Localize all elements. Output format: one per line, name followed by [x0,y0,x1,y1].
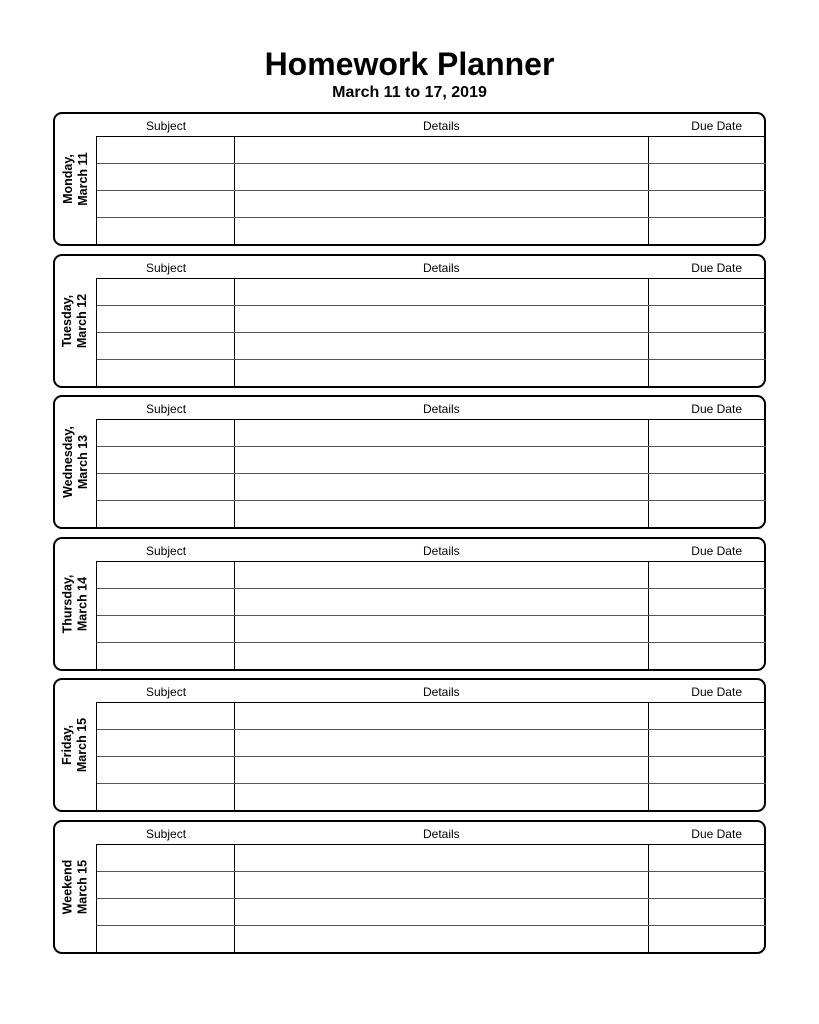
due-date-cell[interactable] [649,926,765,953]
details-cell[interactable] [235,643,649,670]
homework-row [97,589,766,616]
homework-row [97,757,766,784]
homework-row [97,501,766,528]
due-date-cell[interactable] [649,474,765,500]
column-header-subject: Subject [146,685,187,699]
due-date-cell[interactable] [649,589,765,615]
day-label-line2: March 13 [75,434,90,490]
details-cell[interactable] [235,589,649,615]
details-cell[interactable] [235,926,649,953]
due-date-cell[interactable] [649,164,765,190]
subject-cell[interactable] [97,474,235,500]
day-label-line1: Tuesday, [60,294,75,347]
column-header-subject: Subject [146,119,187,133]
subject-cell[interactable] [97,730,235,756]
details-cell[interactable] [235,899,649,925]
due-date-cell[interactable] [649,730,765,756]
details-cell[interactable] [235,616,649,642]
homework-row [97,333,766,360]
day-label [55,822,96,952]
subject-cell[interactable] [97,306,235,332]
due-date-cell[interactable] [649,360,765,387]
day-blocks [53,112,766,961]
day-label-line1: Monday, [60,154,75,204]
homework-row [97,730,766,757]
column-header-row [96,539,764,561]
column-header-row [96,114,764,136]
subject-cell[interactable] [97,643,235,670]
due-date-cell[interactable] [649,191,765,217]
day-label-line1: Weekend [60,859,75,914]
homework-row [97,872,766,899]
details-cell[interactable] [235,306,649,332]
homework-row [97,420,766,447]
homework-row [97,784,766,811]
column-header-due-date: Due Date [691,826,742,841]
details-cell[interactable] [235,164,649,190]
details-cell[interactable] [235,447,649,473]
details-cell[interactable] [235,420,649,446]
due-date-cell[interactable] [649,616,765,642]
column-header-details: Details [423,119,460,133]
subject-cell[interactable] [97,447,235,473]
page-title: Homework Planner [264,46,555,82]
column-header-details: Details [423,260,460,275]
day-label-line1: Wednesday, [60,426,75,498]
column-header-due-date: Due Date [691,685,742,699]
day-label [55,397,96,527]
day-label-line1: Friday, [60,724,75,766]
homework-row [97,360,766,387]
details-cell[interactable] [235,730,649,756]
column-header-subject: Subject [146,260,187,275]
day-label [55,680,96,810]
due-date-cell[interactable] [649,757,765,783]
details-cell[interactable] [235,279,649,305]
details-cell[interactable] [235,757,649,783]
homework-row [97,474,766,501]
homework-row [97,137,766,164]
subject-cell[interactable] [97,899,235,925]
subject-cell[interactable] [97,360,235,387]
day-label-line2: March 11 [75,152,90,206]
column-header-subject: Subject [146,826,187,841]
day-label-line1: Thursday, [60,574,75,633]
due-date-cell[interactable] [649,899,765,925]
column-header-due-date: Due Date [691,260,742,275]
due-date-cell[interactable] [649,643,765,670]
day-label-line2: March 12 [75,293,90,348]
day-label [55,539,96,669]
subject-cell[interactable] [97,137,235,163]
details-cell[interactable] [235,845,649,871]
homework-row [97,306,766,333]
column-header-due-date: Due Date [691,543,742,558]
subject-cell[interactable] [97,926,235,953]
column-header-row [96,822,764,844]
homework-grid [96,278,766,388]
day-label-line2: March 15 [75,859,90,914]
details-cell[interactable] [235,218,649,245]
due-date-cell[interactable] [649,784,765,811]
homework-row [97,447,766,474]
details-cell[interactable] [235,360,649,387]
homework-row [97,845,766,872]
homework-row [97,218,766,245]
details-cell[interactable] [235,333,649,359]
column-header-details: Details [423,402,460,416]
day-label [55,256,96,386]
due-date-cell[interactable] [649,306,765,332]
column-header-details: Details [423,543,460,558]
subject-cell[interactable] [97,616,235,642]
day-block-5 [53,678,766,812]
due-date-cell[interactable] [649,501,765,528]
day-block-1 [53,112,766,246]
column-header-row [96,397,764,419]
subject-cell[interactable] [97,218,235,245]
due-date-cell[interactable] [649,562,765,588]
day-block-2 [53,254,766,388]
day-block-4 [53,537,766,671]
due-date-cell[interactable] [649,333,765,359]
due-date-cell[interactable] [649,447,765,473]
details-cell[interactable] [235,562,649,588]
subject-cell[interactable] [97,420,235,446]
column-header-details: Details [423,826,460,841]
day-block-3 [53,395,766,529]
details-cell[interactable] [235,872,649,898]
details-cell[interactable] [235,191,649,217]
subject-cell[interactable] [97,562,235,588]
due-date-cell[interactable] [649,420,765,446]
due-date-cell[interactable] [649,703,765,729]
homework-row [97,164,766,191]
subject-cell[interactable] [97,279,235,305]
subject-cell[interactable] [97,589,235,615]
subject-cell[interactable] [97,191,235,217]
homework-row [97,279,766,306]
column-header-due-date: Due Date [691,119,742,133]
subject-cell[interactable] [97,757,235,783]
column-header-subject: Subject [146,402,187,416]
due-date-cell[interactable] [649,845,765,871]
homework-row [97,703,766,730]
subject-cell[interactable] [97,501,235,528]
due-date-cell[interactable] [649,279,765,305]
homework-row [97,562,766,589]
day-label [55,114,96,244]
day-block-6 [53,820,766,954]
details-cell[interactable] [235,703,649,729]
homework-grid [96,419,766,529]
details-cell[interactable] [235,137,649,163]
homework-row [97,643,766,670]
details-cell[interactable] [235,474,649,500]
details-cell[interactable] [235,501,649,528]
homework-grid [96,702,766,812]
homework-row [97,191,766,218]
due-date-cell[interactable] [649,872,765,898]
homework-grid [96,561,766,671]
homework-grid [96,844,766,954]
details-cell[interactable] [235,784,649,811]
homework-row [97,899,766,926]
day-label-line2: March 15 [75,717,90,773]
column-header-subject: Subject [146,543,187,558]
subject-cell[interactable] [97,872,235,898]
subject-cell[interactable] [97,845,235,871]
subject-cell[interactable] [97,784,235,811]
homework-row [97,926,766,953]
due-date-cell[interactable] [649,137,765,163]
subject-cell[interactable] [97,703,235,729]
homework-grid [96,136,766,246]
homework-row [97,616,766,643]
subject-cell[interactable] [97,333,235,359]
subject-cell[interactable] [97,164,235,190]
column-header-details: Details [423,685,460,699]
due-date-cell[interactable] [649,218,765,245]
day-label-line2: March 14 [75,576,90,631]
page-subtitle: March 11 to 17, 2019 [332,84,487,101]
column-header-due-date: Due Date [691,402,742,416]
column-header-row [96,256,764,278]
column-header-row [96,680,764,702]
